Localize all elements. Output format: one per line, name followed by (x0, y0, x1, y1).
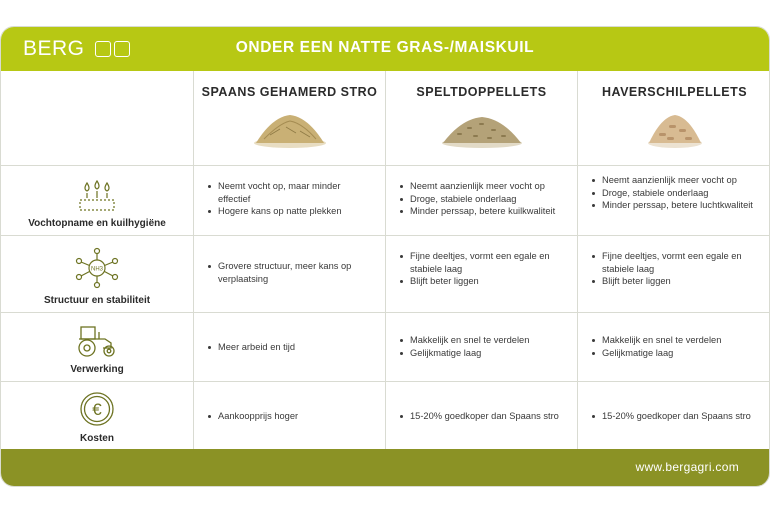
list-item: Droge, stabiele onderlaag (398, 193, 567, 206)
list-item: Aankoopprijs hoger (206, 410, 375, 423)
row-label: Verwerking (70, 364, 124, 375)
page-title: ONDER EEN NATTE GRAS-/MAISKUIL (235, 39, 535, 56)
row-label: Vochtopname en kuilhygiëne (28, 218, 166, 229)
list-item: Neemt aanzienlijk meer vocht op (590, 174, 761, 187)
row-header-verwerking (1, 313, 194, 382)
column-header-spelt (386, 71, 578, 166)
cell-stro-verwerking (194, 313, 386, 382)
straw-pile-icon (250, 109, 330, 149)
cell-haver-verwerking (578, 313, 770, 382)
website-link[interactable]: www.bergagri.com (635, 460, 739, 474)
nh3-label: NH3 (90, 266, 104, 273)
list-item: 15-20% goedkoper dan Spaans stro (590, 410, 761, 423)
row-label: Kosten (80, 433, 114, 444)
row-header-kosten (1, 382, 194, 451)
list-item: Neemt vocht op, maar minder effectief (206, 180, 375, 205)
list-item: Meer arbeid en tijd (206, 341, 375, 354)
footer-bar (1, 449, 769, 486)
list-item: Makkelijk en snel te verdelen (398, 334, 567, 347)
column-title: SPELTDOPPELLETS (416, 85, 547, 99)
list-item: Makkelijk en snel te verdelen (590, 334, 761, 347)
list-item: Blijft beter liggen (590, 275, 761, 288)
column-title: SPAANS GEHAMERD STRO (201, 85, 378, 99)
cell-stro-structuur (194, 236, 386, 313)
euro-coin-icon (79, 391, 115, 427)
row-header-vochtopname (1, 166, 194, 236)
tractor-icon (75, 324, 119, 358)
cell-spelt-verwerking (386, 313, 578, 382)
list-item: Blijft beter liggen (398, 275, 567, 288)
list-item: Grovere structuur, meer kans op verplaatsing (206, 260, 375, 285)
comparison-card (0, 26, 770, 487)
cell-spelt-vochtopname (386, 166, 578, 236)
list-item: Fijne deeltjes, vormt een egale en stabiele laag (590, 250, 761, 275)
column-header-haver (578, 71, 770, 166)
cell-spelt-kosten (386, 382, 578, 451)
brand-name: BERG (23, 37, 85, 60)
list-item: Minder perssap, betere kuilkwaliteit (398, 205, 567, 218)
euro-symbol: € (92, 400, 102, 419)
cell-spelt-structuur (386, 236, 578, 313)
cell-haver-structuur (578, 236, 770, 313)
cell-haver-vochtopname (578, 166, 770, 236)
list-item: 15-20% goedkoper dan Spaans stro (398, 410, 567, 423)
nh3-molecule-icon (74, 247, 120, 289)
row-header-structuur (1, 236, 194, 313)
cell-haver-kosten (578, 382, 770, 451)
cell-stro-kosten (194, 382, 386, 451)
column-header-stro (194, 71, 386, 166)
oat-hull-pellet-pile-icon (645, 109, 705, 149)
comparison-table (1, 71, 769, 451)
table-corner-cell (1, 71, 194, 166)
row-label: Structuur en stabiliteit (43, 295, 151, 306)
column-title: HAVERSCHILPELLETS (601, 85, 748, 99)
list-item: Fijne deeltjes, vormt een egale en stabiele laag (398, 250, 567, 275)
list-item: Gelijkmatige laag (398, 347, 567, 360)
water-drops-icon (77, 180, 117, 212)
list-item: Neemt aanzienlijk meer vocht op (398, 180, 567, 193)
list-item: Hogere kans op natte plekken (206, 205, 375, 218)
cell-stro-vochtopname (194, 166, 386, 236)
header-bar (1, 27, 769, 71)
list-item: Gelijkmatige laag (590, 347, 761, 360)
list-item: Minder perssap, betere luchtkwaliteit (590, 199, 761, 212)
speltdop-pellet-pile-icon (439, 109, 525, 149)
list-item: Droge, stabiele onderlaag (590, 187, 761, 200)
